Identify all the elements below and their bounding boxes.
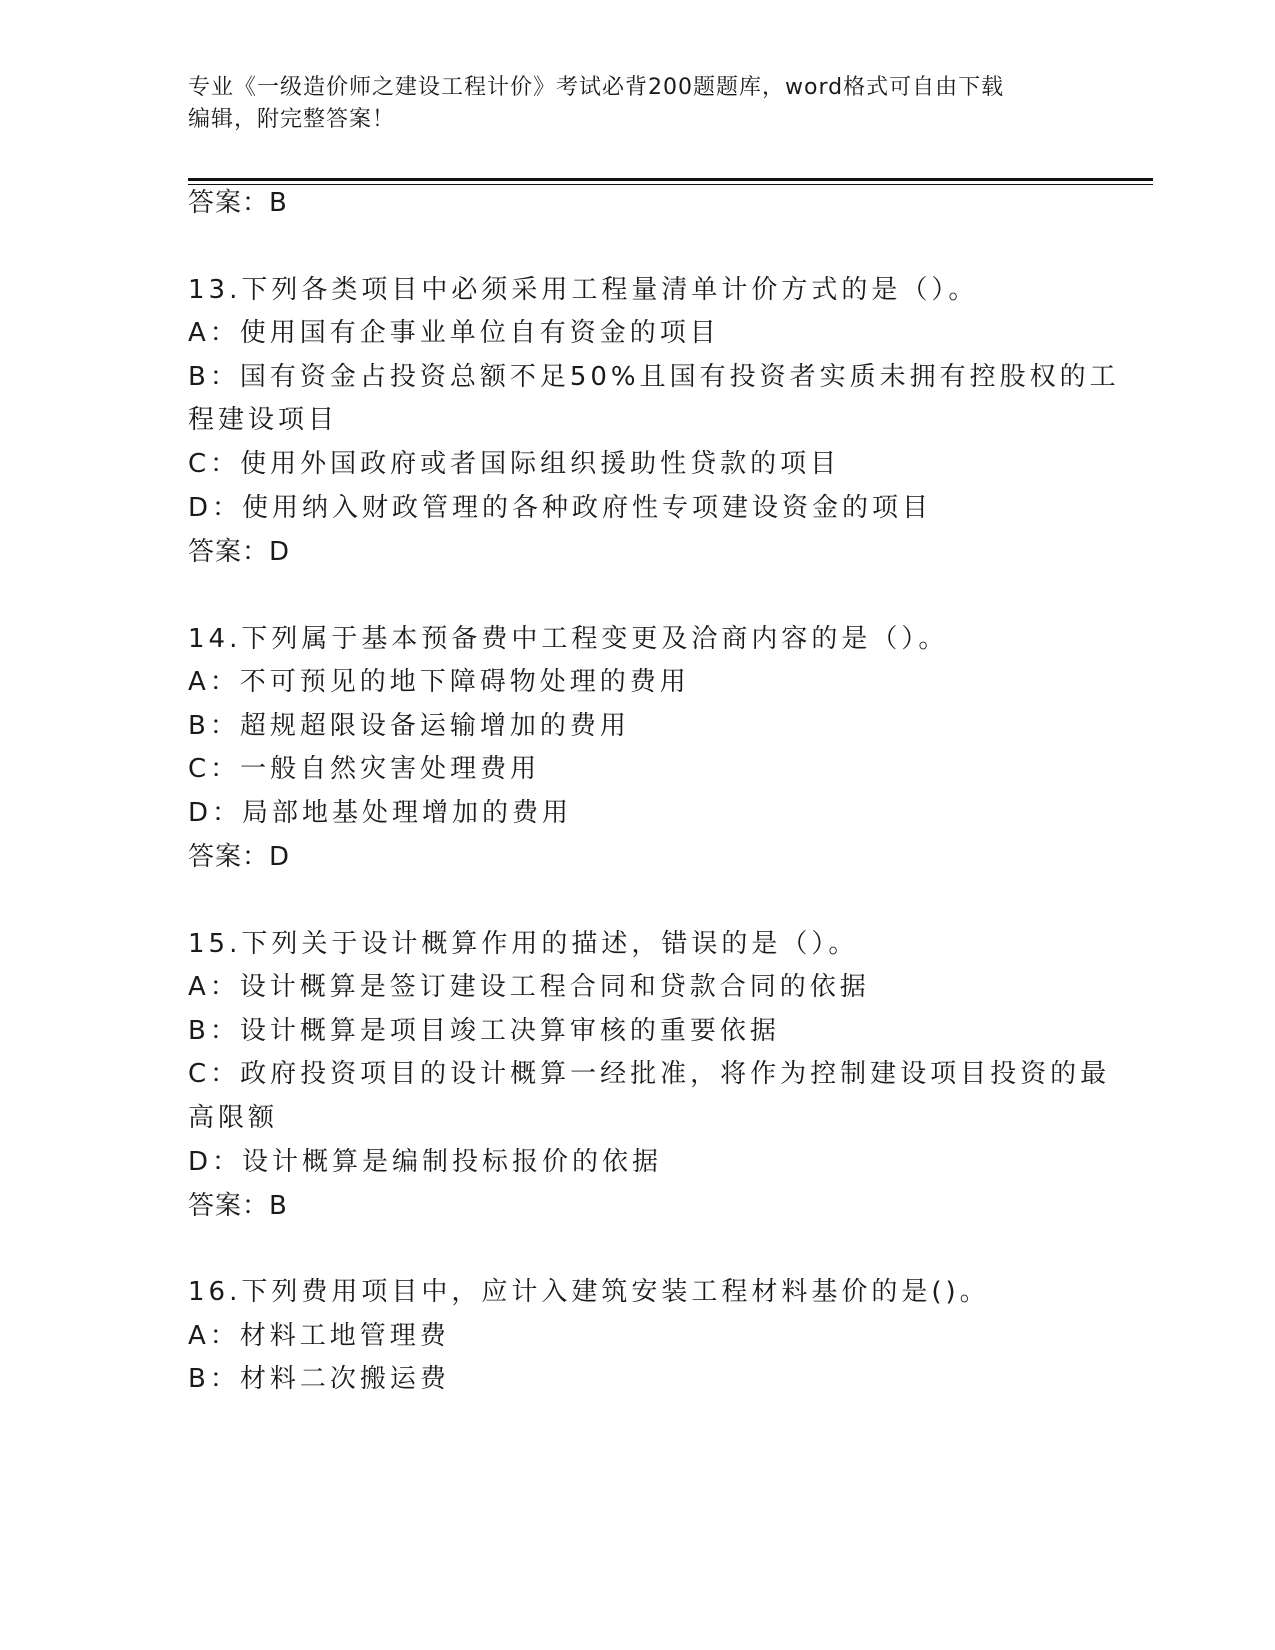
question-13-option-d: D：使用纳入财政管理的各种政府性专项建设资金的项目 — [188, 493, 933, 523]
question-13-option-a: A：使用国有企事业单位自有资金的项目 — [188, 318, 720, 348]
question-15-option-d: D：设计概算是编制投标报价的依据 — [188, 1147, 663, 1177]
question-14-answer: 答案：D — [188, 842, 291, 872]
question-14-option-d: D：局部地基处理增加的费用 — [188, 798, 573, 828]
question-15-option-a: A：设计概算是签订建设工程合同和贷款合同的依据 — [188, 972, 870, 1002]
question-14-option-c: C：一般自然灾害处理费用 — [188, 754, 541, 784]
answer-prev: 答案：B — [188, 188, 288, 218]
question-15-stem: 15.下列关于设计概算作用的描述，错误的是（）。 — [188, 929, 859, 959]
question-14-option-a: A：不可预见的地下障碍物处理的费用 — [188, 667, 690, 697]
question-15-option-b: B：设计概算是项目竣工决算审核的重要依据 — [188, 1016, 780, 1046]
question-14-option-b: B：超规超限设备运输增加的费用 — [188, 711, 630, 741]
header-line-2: 编辑，附完整答案！ — [188, 107, 396, 132]
question-16-option-b: B：材料二次搬运费 — [188, 1364, 450, 1394]
question-13-stem: 13.下列各类项目中必须采用工程量清单计价方式的是（）。 — [188, 275, 979, 305]
question-13-answer: 答案：D — [188, 537, 291, 567]
question-13-option-b-cont: 程建设项目 — [188, 405, 339, 435]
header-line-1: 专业《一级造价师之建设工程计价》考试必背200题题库，word格式可自由下载 — [188, 75, 1005, 100]
question-15-answer: 答案：B — [188, 1191, 288, 1221]
question-14-stem: 14.下列属于基本预备费中工程变更及洽商内容的是（）。 — [188, 624, 949, 654]
question-15-option-c: C：政府投资项目的设计概算一经批准，将作为控制建设项目投资的最 — [188, 1059, 1111, 1089]
header-rule-thick — [188, 178, 1153, 181]
question-13-option-b: B：国有资金占投资总额不足50%且国有投资者实质未拥有控股权的工 — [188, 362, 1120, 392]
question-13-option-c: C：使用外国政府或者国际组织援助性贷款的项目 — [188, 449, 841, 479]
question-16-stem: 16.下列费用项目中，应计入建筑安装工程材料基价的是()。 — [188, 1277, 990, 1307]
question-15-option-c-cont: 高限额 — [188, 1103, 279, 1133]
question-16-option-a: A：材料工地管理费 — [188, 1321, 450, 1351]
header-rule-thin — [188, 184, 1153, 185]
document-header — [188, 72, 1088, 136]
